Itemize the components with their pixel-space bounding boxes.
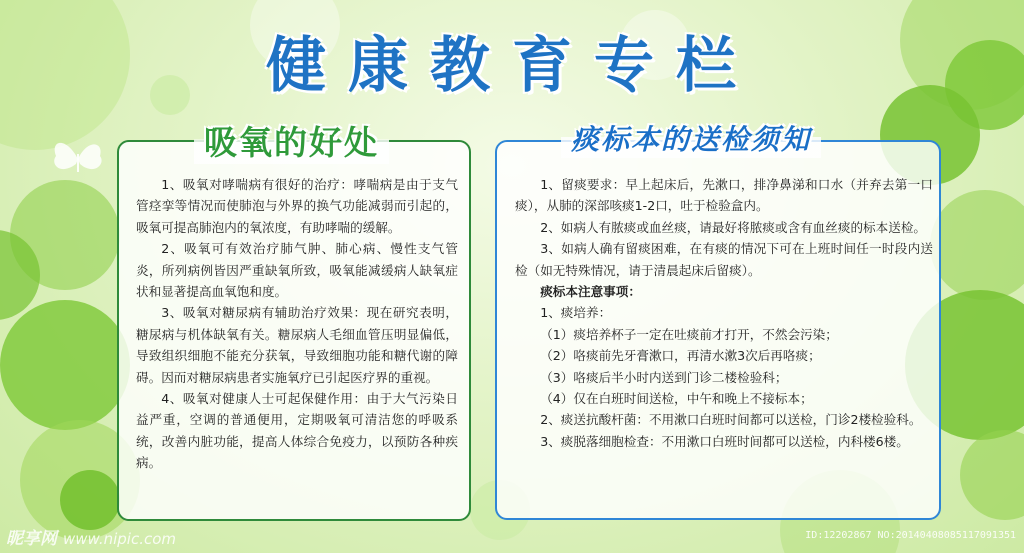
paragraph: 4、吸氧对健康人士可起保健作用：由于大气污染日益严重，空调的普通便用，定期吸氧可清洁您的呼吸系统，改善内脏功能，提高人体综合免疫力，以预防各种疾病。 <box>136 391 458 471</box>
paragraph: 2、吸氧可有效治疗肺气肿、肺心病、慢性支气管炎，所列病例皆因严重缺氧所致，吸氧能减缓病人缺氧症状和显著提高血氧饱和度。 <box>136 241 458 300</box>
bokeh-circle <box>0 300 130 430</box>
bokeh-circle <box>960 430 1024 520</box>
butterfly-icon <box>48 134 108 184</box>
bokeh-circle <box>930 190 1024 300</box>
paragraph: 3、如病人确有留痰困难，在有痰的情况下可在上班时间任一时段内送检（如无特殊情况，请于清晨起床后留痰）。 <box>515 241 933 278</box>
paragraph: （3）咯痰后半小时内送到门诊二楼检验科； <box>540 369 788 385</box>
panel-title: 痰标本的送检须知 <box>561 118 821 158</box>
paragraph: 2、如病人有脓痰或血丝痰，请最好将脓痰或含有血丝痰的标本送检。 <box>540 219 927 235</box>
sputum-sample-panel <box>495 123 941 520</box>
watermark-url: www.nipic.com <box>63 530 177 548</box>
panel-body <box>136 174 458 474</box>
paragraph: 痰标本注意事项： <box>540 284 641 300</box>
paragraph: （2）咯痰前先牙膏漱口，再清水漱3次后再咯痰； <box>540 348 821 364</box>
paragraph: 1、留痰要求：早上起床后，先漱口，排净鼻涕和口水（并弃去第一口痰），从肺的深部咳痰1-2口，吐于检验盒内。 <box>515 177 933 214</box>
watermark-brand-name: 昵享网 <box>6 529 57 549</box>
paragraph: 3、痰脱落细胞检查：不用漱口白班时间都可以送检，内科楼6楼。 <box>540 433 909 449</box>
paragraph: 1、痰培养： <box>540 305 612 321</box>
watermark-id: ID:12202867 NO:20140408085117091351 <box>805 530 1016 541</box>
paragraph: （1）痰培养杯子一定在吐痰前才打开，不然会污染； <box>540 326 838 342</box>
watermark-brand <box>6 524 176 549</box>
bokeh-circle <box>60 470 120 530</box>
panel-title: 吸氧的好处 <box>194 117 389 164</box>
paragraph: 2、痰送抗酸杆菌：不用漱口白班时间都可以送检，门诊2楼检验科。 <box>540 412 922 428</box>
page-title: 健康教育专栏 <box>266 31 758 101</box>
paragraph: 3、吸氧对糖尿病有辅助治疗效果：现在研究表明，糖尿病与机体缺氧有关。糖尿病人毛细血管压明显偏低，导致组织细胞不能充分获氧，导致细胞功能和糖代谢的障碍。因而对糖尿病患者实施氧疗已引起医疗界的重视。 <box>136 305 458 385</box>
paragraph: 1、吸氧对哮喘病有很好的治疗：哮喘病是由于支气管痉挛等情况而使肺泡与外界的换气功能减弱而引起的，吸氧可提高肺泡内的氧浓度，有助哮喘的缓解。 <box>136 177 458 235</box>
paragraph: （4）仅在白班时间送检，中午和晚上不接标本； <box>540 391 813 407</box>
panel-body <box>515 174 933 452</box>
oxygen-benefits-panel <box>117 123 471 521</box>
